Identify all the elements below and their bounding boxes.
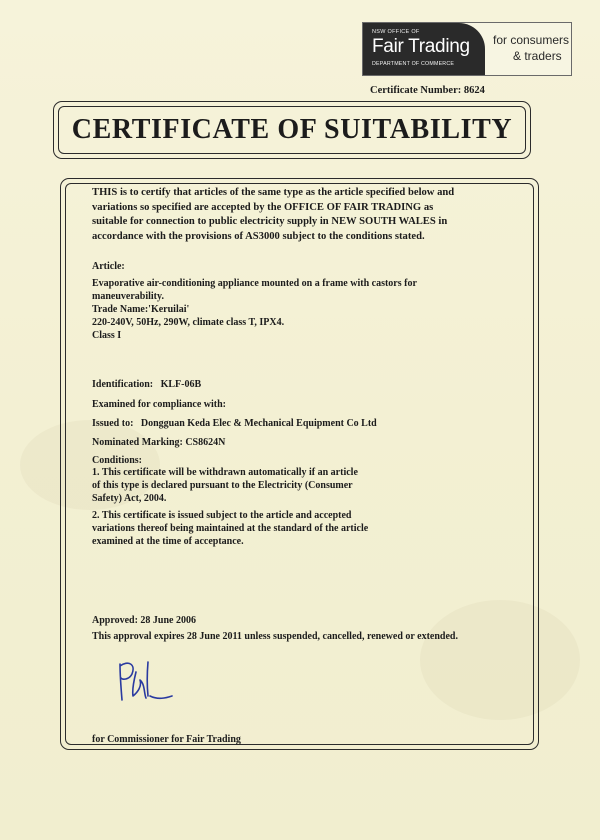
statement-line: suitable for connection to public electricity supply in NEW SOUTH WALES in <box>92 216 448 227</box>
nominated-marking: Nominated Marking: CS8624N <box>92 437 226 448</box>
article-line: maneuverability. <box>92 291 164 302</box>
certification-statement <box>92 186 512 244</box>
title-frame <box>53 101 531 159</box>
article-description <box>92 277 417 342</box>
fair-trading-logo <box>362 22 572 76</box>
issued-to: Issued to: Dongguan Keda Elec & Mechanical Equipment Co Ltd <box>92 418 377 429</box>
article-heading: Article: <box>92 261 125 272</box>
examined-for-compliance: Examined for compliance with: <box>92 399 226 410</box>
handwritten-signature <box>112 656 174 706</box>
condition-line: of this type is declared pursuant to the Electricity (Consumer <box>92 480 353 491</box>
certificate-title: CERTIFICATE OF SUITABILITY <box>71 114 513 145</box>
approval-expiry: This approval expires 28 June 2011 unless suspended, cancelled, renewed or extended. <box>92 631 458 642</box>
logo-office-text: NSW OFFICE OF <box>372 29 420 35</box>
statement-line: accordance with the provisions of AS3000 subject to the conditions stated. <box>92 230 425 242</box>
condition-line: variations thereof being maintained at the standard of the article <box>92 523 369 534</box>
conditions-heading: Conditions: <box>92 455 143 466</box>
logo-tagline-2: & traders <box>513 49 562 63</box>
logo-department-text: DEPARTMENT OF COMMERCE <box>372 61 455 67</box>
logo-name: Fair Trading <box>372 36 470 57</box>
condition-line: examined at the time of acceptance. <box>92 536 244 547</box>
logo-tagline-1: for consumers <box>493 33 570 47</box>
article-line: Class I <box>92 330 122 341</box>
certificate-number: Certificate Number: 8624 <box>370 85 485 96</box>
approval-date: Approved: 28 June 2006 <box>92 615 196 626</box>
article-line: 220-240V, 50Hz, 290W, climate class T, IPX4. <box>92 317 285 328</box>
article-line: Trade Name:'Keruilai' <box>92 304 190 315</box>
article-line: Evaporative air-conditioning appliance mounted on a frame with castors for <box>92 278 417 289</box>
statement-line: THIS is to certify that articles of the same type as the article specified below and <box>92 187 455 198</box>
condition-line: 2. This certificate is issued subject to the article and accepted <box>92 510 352 521</box>
condition-line: Safety) Act, 2004. <box>92 493 167 504</box>
signatory-title: for Commissioner for Fair Trading <box>92 734 241 745</box>
condition-1 <box>92 466 358 505</box>
condition-line: 1. This certificate will be withdrawn automatically if an article <box>92 467 358 478</box>
statement-line: variations so specified are accepted by the OFFICE OF FAIR TRADING as <box>92 201 434 213</box>
identification: Identification: KLF-06B <box>92 379 202 390</box>
condition-2 <box>92 509 368 548</box>
